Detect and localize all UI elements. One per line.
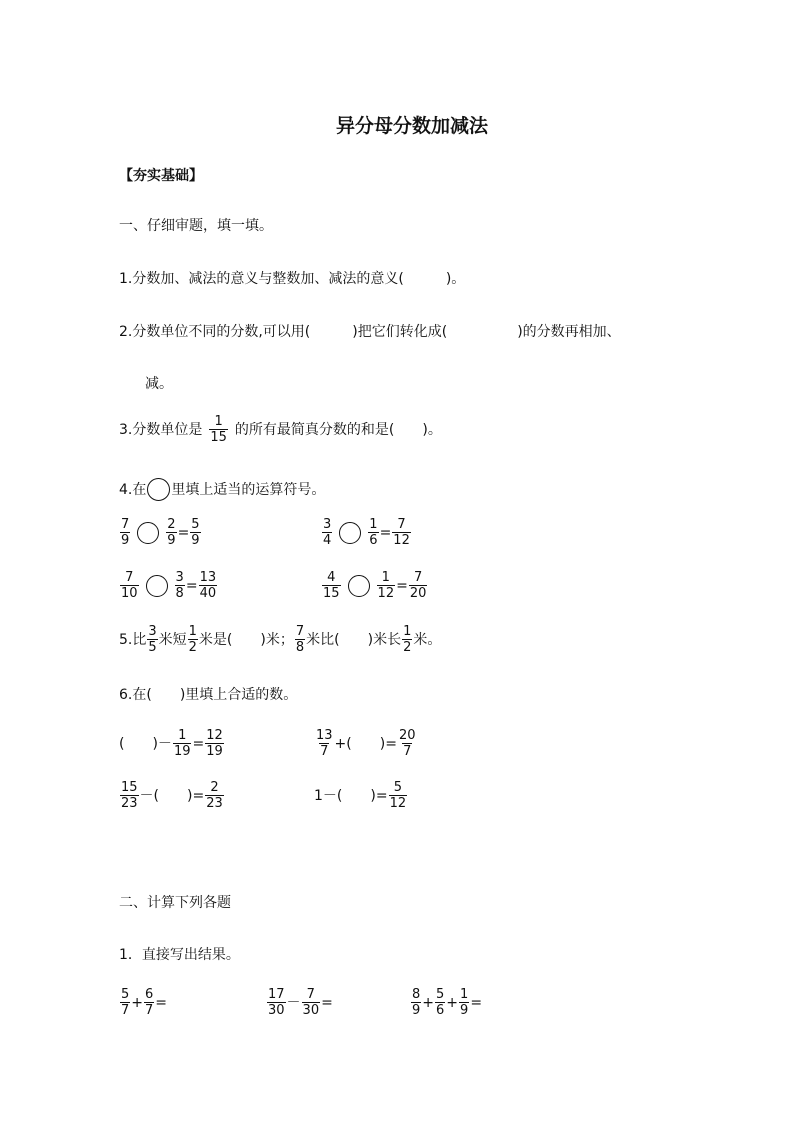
- q6-item-4-fraction-b: $\frac{5}{12}$: [389, 780, 407, 811]
- question-1: 1.分数加、减法的意义与整数加、减法的意义( )。: [119, 271, 466, 287]
- answer-circle-icon[interactable]: [137, 522, 159, 544]
- equals-sign: =: [185, 577, 198, 594]
- calc-fraction: $\frac{17}{30}$: [268, 987, 285, 1018]
- q6-item-4-text: 1－( )=: [314, 787, 388, 804]
- q4-fraction: $\frac{5}{9}$: [191, 517, 200, 548]
- equals-sign: =: [379, 524, 392, 541]
- q5-fraction-4: $\frac{1}{2}$: [403, 624, 412, 655]
- q4-post: 里填上适当的运算符号。: [171, 481, 326, 498]
- operator: －: [286, 994, 301, 1011]
- q4-item: [321, 570, 428, 601]
- q4-fraction: $\frac{7}{10}$: [121, 570, 138, 601]
- q6-item-2-fraction-a: $\frac{13}{7}$: [316, 728, 333, 759]
- part1-heading: 一、仔细审题，填一填。: [119, 218, 273, 234]
- calc-fraction: $\frac{5}{7}$: [121, 987, 130, 1018]
- operator: =: [470, 994, 483, 1011]
- q4-fraction: $\frac{1}{6}$: [369, 517, 378, 548]
- q6-item-2-text: +( )=: [334, 735, 397, 752]
- operator: +: [422, 994, 435, 1011]
- q6-item-3: [119, 780, 225, 811]
- q6-item-1-text: ( )－: [119, 735, 172, 752]
- answer-circle-icon[interactable]: [348, 575, 370, 597]
- q6-item-3-text: －( )=: [139, 787, 205, 804]
- q4-pre: 4.在: [119, 481, 147, 498]
- blank-circle-icon: [147, 478, 170, 501]
- section-tag: 【夯实基础】: [119, 168, 203, 184]
- q4-item: [321, 517, 412, 548]
- q6-item-2: [314, 728, 417, 759]
- calc-fraction: $\frac{5}{6}$: [436, 987, 445, 1018]
- calc-item: [410, 987, 482, 1018]
- question-3: [119, 414, 442, 445]
- q4-fraction: $\frac{7}{9}$: [121, 517, 130, 548]
- page-title: 异分母分数加减法: [336, 115, 489, 137]
- q3-fraction: $\frac{1}{15}$: [210, 414, 227, 445]
- q4-item: [119, 517, 202, 548]
- calc-item: [119, 987, 167, 1018]
- q6-item-3-fraction-a: $\frac{15}{23}$: [121, 780, 138, 811]
- question-4: [119, 478, 325, 501]
- operator: =: [155, 994, 168, 1011]
- q3-post: 的所有最简真分数的和是( )。: [234, 421, 442, 438]
- question-6: 6.在( )里填上合适的数。: [119, 687, 298, 703]
- q4-fraction: $\frac{7}{12}$: [393, 517, 410, 548]
- part2-sub1: 1．直接写出结果。: [119, 947, 240, 963]
- q4-fraction: $\frac{3}{8}$: [175, 570, 184, 601]
- q6-item-1-eq: =: [192, 735, 205, 752]
- q4-fraction: $\frac{2}{9}$: [167, 517, 176, 548]
- q6-item-2-fraction-b: $\frac{20}{7}$: [398, 728, 416, 759]
- calc-fraction: $\frac{7}{30}$: [302, 987, 320, 1018]
- operator: +: [131, 994, 144, 1011]
- calc-fraction: $\frac{6}{7}$: [145, 987, 154, 1018]
- answer-circle-icon[interactable]: [339, 522, 361, 544]
- equals-sign: =: [177, 524, 190, 541]
- q5-text-2: 米短: [158, 631, 187, 648]
- q6-item-3-fraction-b: $\frac{2}{23}$: [206, 780, 223, 811]
- q4-fraction: $\frac{7}{20}$: [409, 570, 427, 601]
- q5-text-5: 米。: [413, 631, 442, 648]
- q6-item-1: [119, 728, 225, 759]
- q5-text-1: 5.比: [119, 631, 147, 648]
- question-5: [119, 624, 441, 655]
- q4-item: [119, 570, 218, 601]
- q4-fraction: $\frac{13}{40}$: [199, 570, 217, 601]
- q3-pre: 3.分数单位是: [119, 421, 203, 438]
- q4-fraction: $\frac{3}{4}$: [323, 517, 332, 548]
- equals-sign: =: [396, 577, 408, 594]
- calc-fraction: $\frac{8}{9}$: [412, 987, 421, 1018]
- q5-fraction-3: $\frac{7}{8}$: [295, 624, 305, 655]
- q5-text-3: 米是( )米；: [198, 631, 294, 648]
- q4-fraction: $\frac{1}{12}$: [377, 570, 395, 601]
- q6-item-1-fraction-a: $\frac{1}{19}$: [173, 728, 191, 759]
- q6-item-1-fraction-b: $\frac{12}{19}$: [206, 728, 223, 759]
- calc-fraction: $\frac{1}{9}$: [460, 987, 469, 1018]
- question-2-line2: 减。: [145, 376, 173, 392]
- q4-fraction: $\frac{4}{15}$: [323, 570, 340, 601]
- question-2-line1: 2.分数单位不同的分数,可以用( )把它们转化成( )的分数再相加、: [119, 324, 621, 340]
- q5-text-4: 米比( )米长: [306, 631, 402, 648]
- q6-item-4: [314, 780, 408, 811]
- operator: =: [321, 994, 333, 1011]
- operator: +: [446, 994, 459, 1011]
- part2-heading: 二、计算下列各题: [119, 895, 231, 911]
- q5-fraction-1: $\frac{3}{5}$: [148, 624, 157, 655]
- calc-item: [266, 987, 333, 1018]
- q5-fraction-2: $\frac{1}{2}$: [188, 624, 197, 655]
- answer-circle-icon[interactable]: [146, 575, 168, 597]
